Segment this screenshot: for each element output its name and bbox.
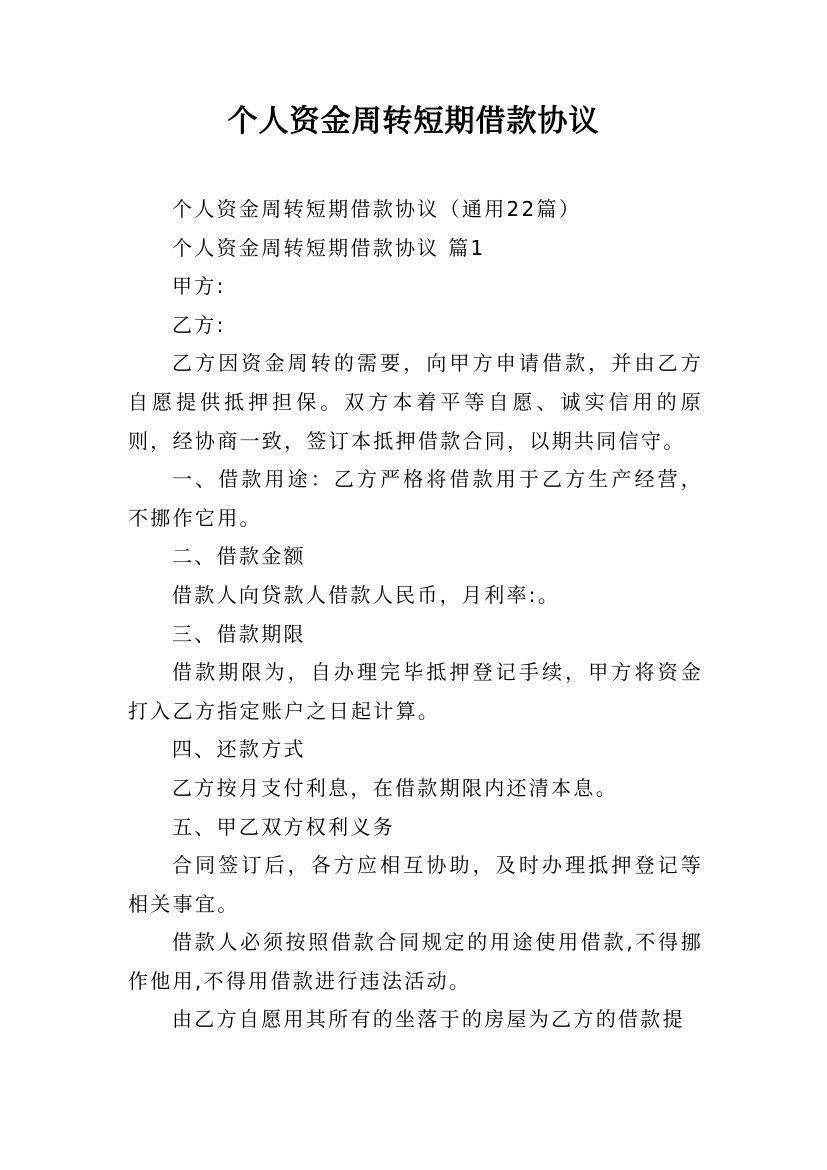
- paragraph-3: 甲方:: [172, 274, 226, 299]
- paragraph-6: 一、借款用途：乙方严格将借款用于乙方生产经营，不挪作它用。: [128, 467, 703, 530]
- paragraph-15: 借款人必须按照借款合同规定的用途使用借款,不得挪作他用,不得用借款进行违法活动。: [128, 930, 703, 993]
- paragraph-11: 四、还款方式: [172, 737, 306, 762]
- paragraph-2: 个人资金周转短期借款协议 篇1: [172, 235, 486, 260]
- paragraph-5: 乙方因资金周转的需要，向甲方申请借款，并由乙方自愿提供抵押担保。双方本着平等自愿、诚实信用的原则，经协商一致，签订本抵押借款合同，以期共同信守。: [128, 351, 703, 453]
- paragraph-9: 三、借款期限: [172, 621, 306, 646]
- paragraph-1: 个人资金周转短期借款协议（通用22篇）: [172, 197, 582, 221]
- paragraph-8: 借款人向贷款人借款人民币，月利率:。: [172, 582, 561, 607]
- paragraph-14: 合同签订后，各方应相互协助，及时办理抵押登记等相关事宜。: [128, 853, 703, 916]
- paragraph-12: 乙方按月支付利息，在借款期限内还清本息。: [172, 775, 618, 800]
- paragraph-10: 借款期限为，自办理完毕抵押登记手续，甲方将资金打入乙方指定账户之日起计算。: [128, 660, 703, 723]
- document-title: 个人资金周转短期借款协议: [227, 104, 600, 139]
- document-body: [128, 190, 703, 1039]
- paragraph-4: 乙方:: [172, 312, 226, 337]
- paragraph-7: 二、借款金额: [172, 544, 306, 569]
- paragraph-13: 五、甲乙双方权利义务: [172, 814, 395, 839]
- paragraph-16: 由乙方自愿用其所有的坐落于的房屋为乙方的借款提: [172, 1007, 685, 1032]
